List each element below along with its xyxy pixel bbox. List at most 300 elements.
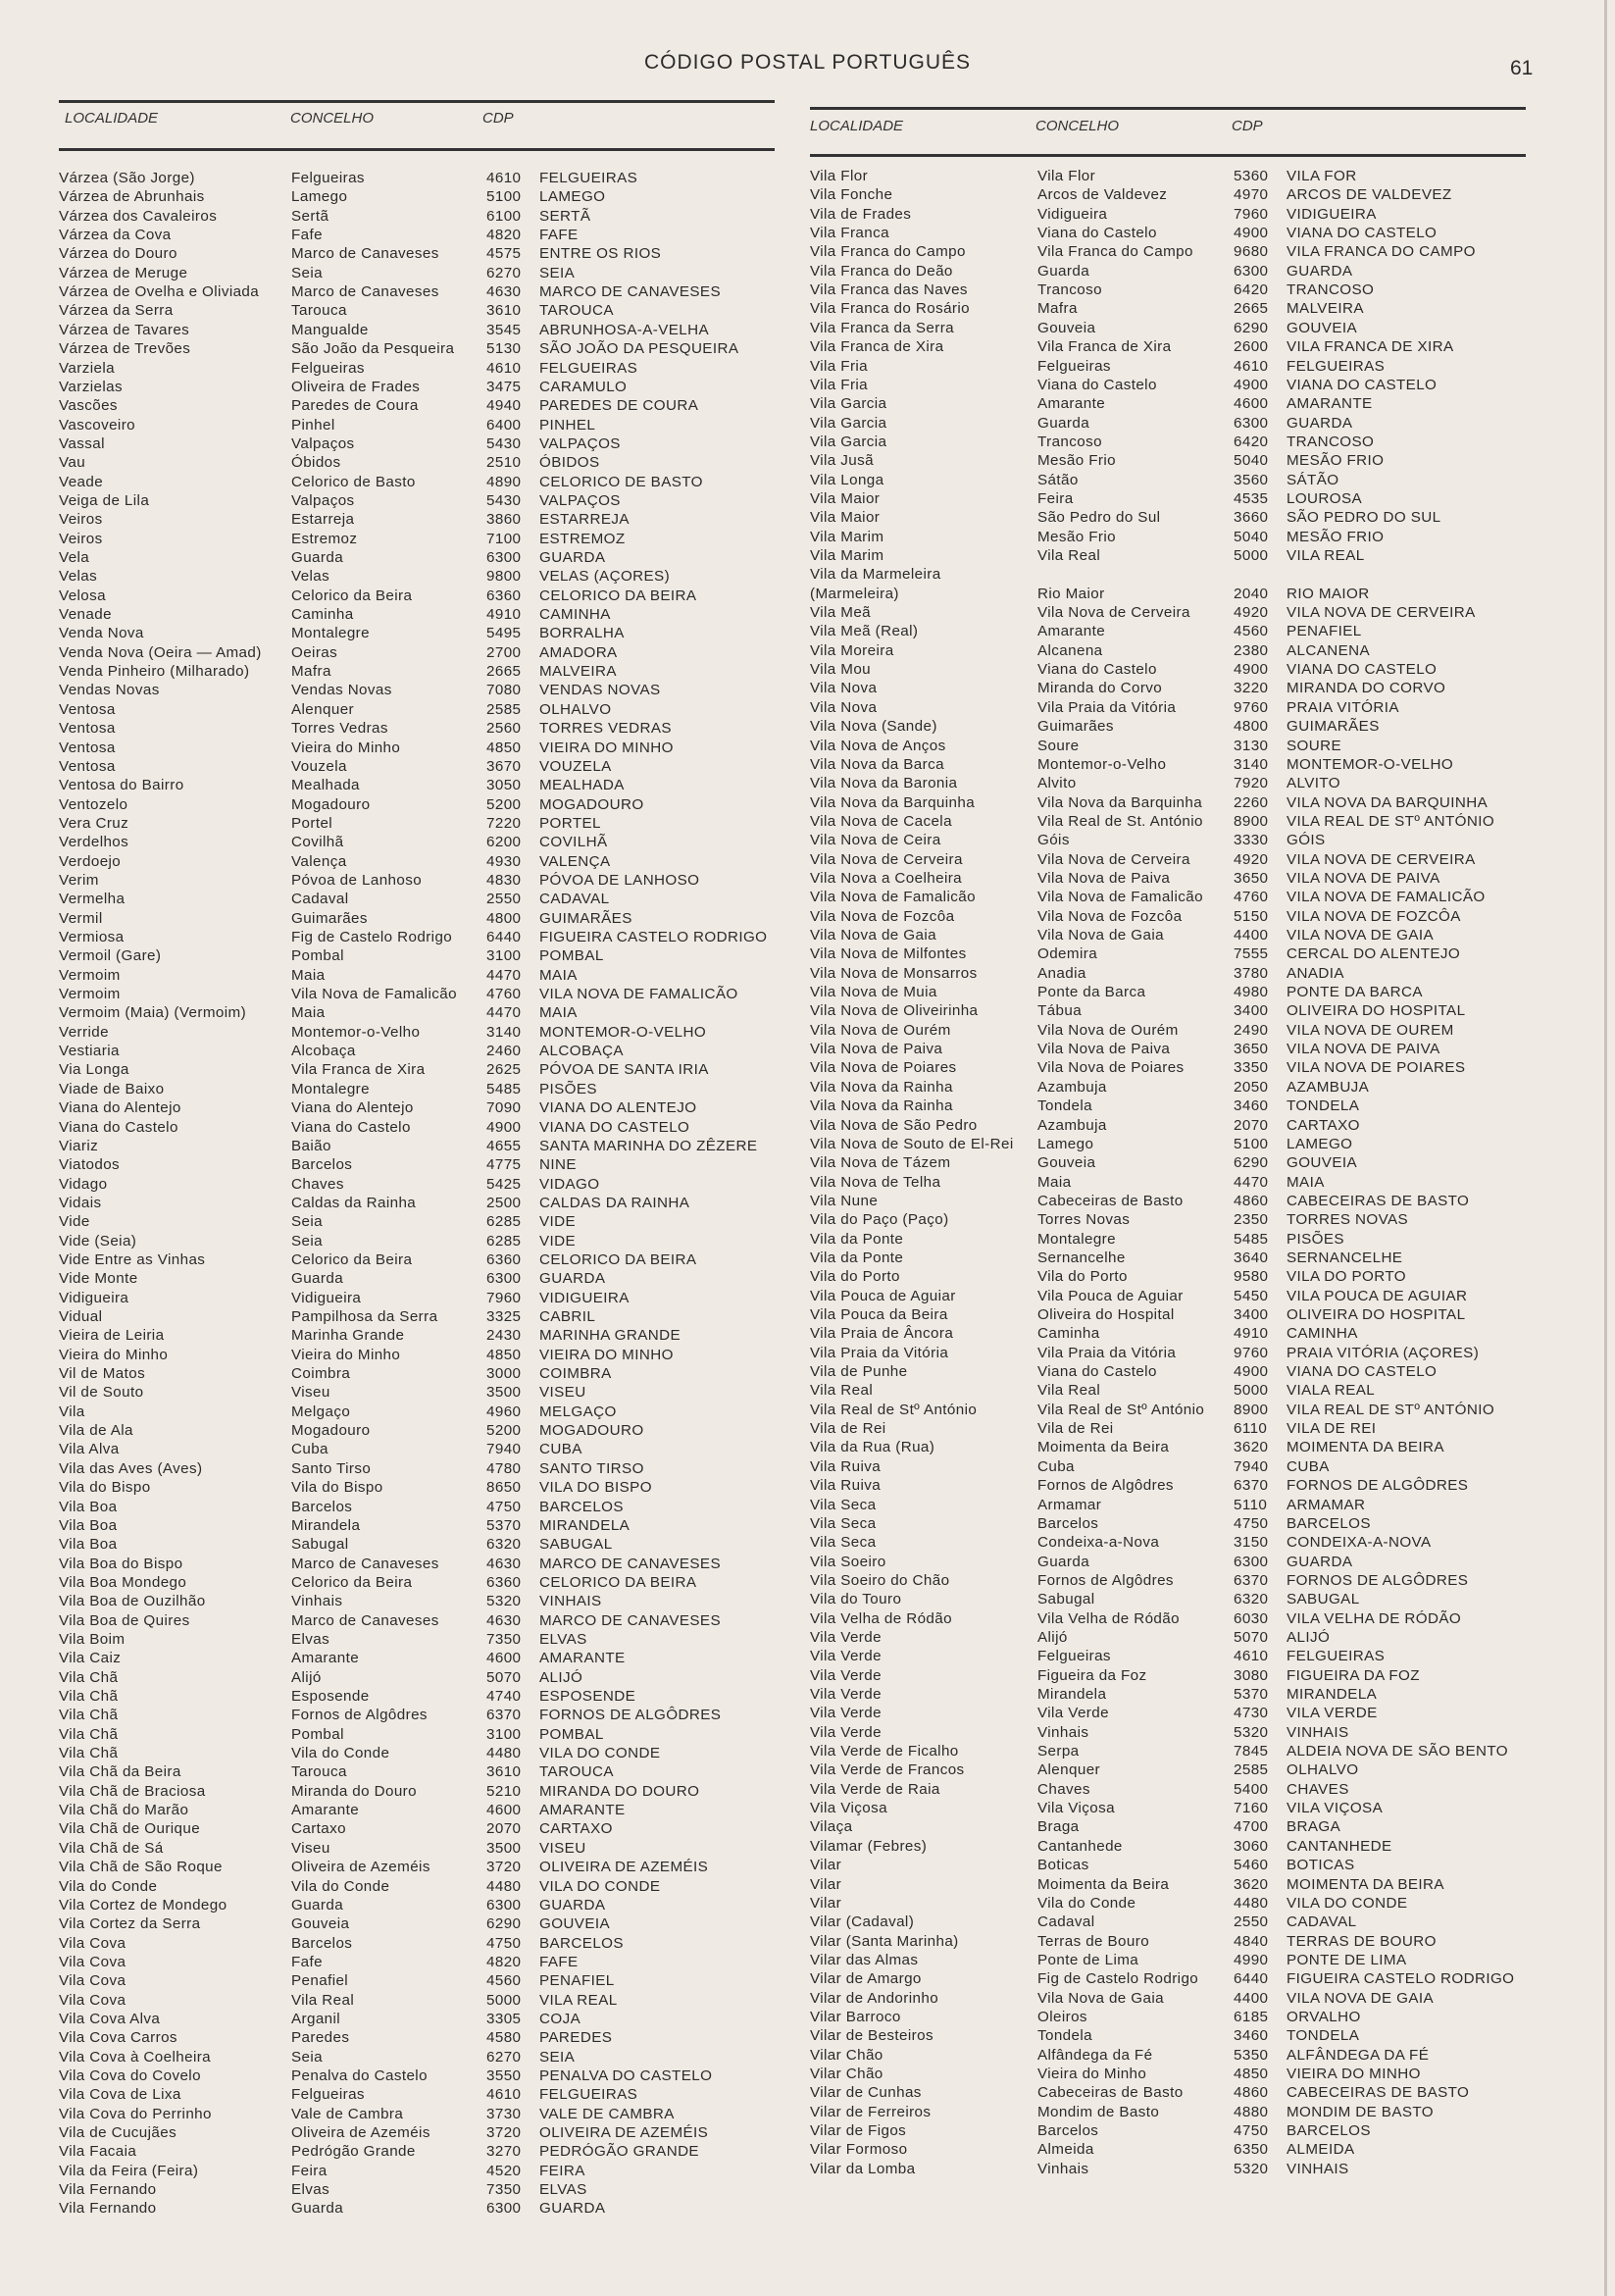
concelho-cell: Figueira da Foz <box>1037 1666 1147 1684</box>
concelho-cell: Moimenta da Beira <box>1037 1875 1170 1893</box>
post-office-cell: CARTAXO <box>539 1820 613 1838</box>
localidade-cell: Vila Nova de Oliveirinha <box>810 1002 979 1020</box>
cdp-cell: 2560 <box>486 720 522 738</box>
localidade-cell: (Marmeleira) <box>810 585 899 602</box>
cdp-cell: 5200 <box>486 1422 522 1440</box>
localidade-cell: Vila Praia da Vitória <box>810 1344 949 1361</box>
cdp-cell: 2585 <box>1234 1761 1269 1779</box>
concelho-cell: Penalva do Castelo <box>291 2067 428 2084</box>
post-office-cell: ELVAS <box>539 2181 587 2199</box>
localidade-cell: Vil de Souto <box>59 1384 144 1402</box>
post-office-cell: PENAFIEL <box>1287 623 1362 640</box>
cdp-cell: 6300 <box>1234 1553 1269 1570</box>
concelho-cell: Arcos de Valdevez <box>1037 186 1168 204</box>
post-office-cell: TRANCOSO <box>1287 433 1375 450</box>
concelho-cell: Mirandela <box>291 1516 361 1534</box>
post-office-cell: MESÃO FRIO <box>1287 528 1385 545</box>
post-office-cell: GÓIS <box>1287 832 1326 849</box>
post-office-cell: ALVITO <box>1287 775 1341 792</box>
cdp-cell: 2550 <box>486 891 522 908</box>
cdp-cell: 7940 <box>1234 1457 1269 1475</box>
localidade-cell: Vila do Conde <box>59 1877 158 1895</box>
localidade-cell: Vila Chã <box>59 1688 119 1705</box>
cdp-cell: 2350 <box>1234 1211 1269 1229</box>
post-office-cell: FELGUEIRAS <box>539 359 638 377</box>
cdp-cell: 5100 <box>486 188 522 206</box>
localidade-cell: Vieira de Leiria <box>59 1327 165 1345</box>
localidade-cell: Vila Chã <box>59 1725 119 1743</box>
concelho-cell: Mafra <box>291 663 331 681</box>
post-office-cell: GUIMARÃES <box>539 909 632 927</box>
post-office-cell: SÃO JOÃO DA PESQUEIRA <box>539 340 739 358</box>
cdp-cell: 4470 <box>486 1004 522 1022</box>
concelho-cell: Vila Real <box>291 1991 355 2009</box>
post-office-cell: ARCOS DE VALDEVEZ <box>1287 186 1452 204</box>
cdp-cell: 4910 <box>1234 1325 1269 1343</box>
localidade-cell: Vila Nova <box>810 698 878 716</box>
concelho-cell: Ponte de Lima <box>1037 1951 1139 1968</box>
concelho-cell: Guarda <box>291 2200 344 2218</box>
localidade-cell: Vila das Aves (Aves) <box>59 1459 203 1477</box>
cdp-cell: 4900 <box>1234 376 1269 393</box>
cdp-cell: 4890 <box>486 473 522 490</box>
localidade-cell: Vila Nova de Gaia <box>810 927 936 944</box>
concelho-cell: São João da Pesqueira <box>291 340 455 358</box>
cdp-cell: 4760 <box>486 986 522 1003</box>
concelho-cell: Vila Real de Stº António <box>1037 1401 1205 1418</box>
localidade-cell: Vila Nova da Baronia <box>810 775 958 792</box>
localidade-cell: Vermil <box>59 909 103 927</box>
localidade-cell: Veiros <box>59 511 103 529</box>
concelho-cell: Valpaços <box>291 434 355 452</box>
localidade-cell: Vila Verde de Francos <box>810 1761 965 1779</box>
concelho-cell: Felgueiras <box>1037 1648 1111 1665</box>
localidade-cell: Vila Fernando <box>59 2181 157 2199</box>
concelho-cell: Torres Vedras <box>291 720 388 738</box>
concelho-cell: Felgueiras <box>291 170 365 186</box>
post-office-cell: OLHALVO <box>1287 1761 1359 1779</box>
post-office-cell: PONTE DE LIMA <box>1287 1951 1407 1968</box>
localidade-cell: Vila Nova a Coelheira <box>810 869 963 887</box>
localidade-cell: Vermiosa <box>59 929 125 945</box>
cdp-cell: 4400 <box>1234 1989 1269 2007</box>
post-office-cell: SABUGAL <box>539 1536 613 1554</box>
cdp-cell: 3620 <box>1234 1875 1269 1893</box>
post-office-cell: MIRANDA DO CORVO <box>1287 680 1446 697</box>
cdp-cell: 5200 <box>486 795 522 813</box>
concelho-cell: Celorico da Beira <box>291 1573 413 1591</box>
concelho-cell: Alcanena <box>1037 641 1103 659</box>
localidade-cell: Vila Franca do Deão <box>810 262 953 280</box>
concelho-cell: Vila do Conde <box>291 1877 390 1895</box>
localidade-cell: Vila Marim <box>810 547 884 564</box>
cdp-cell: 4630 <box>486 283 522 301</box>
localidade-cell: Vila da Ponte <box>810 1230 904 1248</box>
concelho-cell: Lamego <box>291 188 348 206</box>
cdp-cell: 4480 <box>486 1877 522 1895</box>
post-office-cell: GUIMARÃES <box>1287 718 1380 736</box>
cdp-cell: 5425 <box>486 1175 522 1193</box>
post-office-cell: ÓBIDOS <box>539 454 600 472</box>
concelho-cell: Feira <box>1037 489 1074 507</box>
concelho-cell: Montalegre <box>291 625 370 642</box>
concelho-cell: Guarda <box>291 1270 344 1288</box>
localidade-cell: Veiros <box>59 530 103 547</box>
post-office-cell: GOUVEIA <box>539 1915 611 1933</box>
concelho-cell: Marco de Canaveses <box>291 1611 439 1629</box>
concelho-cell: Montalegre <box>291 1080 370 1097</box>
concelho-cell: Góis <box>1037 832 1070 849</box>
localidade-cell: Venda Nova (Oeira — Amad) <box>59 643 262 661</box>
localidade-cell: Vila Chã de Ourique <box>59 1820 201 1838</box>
post-office-cell: VILA DO BISPO <box>539 1479 652 1497</box>
post-office-cell: VALPAÇOS <box>539 434 621 452</box>
concelho-cell: Vidigueira <box>291 1289 362 1306</box>
localidade-cell: Vila Nova da Rainha <box>810 1097 953 1115</box>
post-office-cell: VILA DE REI <box>1287 1420 1377 1438</box>
localidade-cell: Vila Verde <box>810 1628 882 1646</box>
localidade-cell: Vila Cortez de Mondego <box>59 1896 227 1913</box>
post-office-cell: MARCO DE CANAVESES <box>539 283 721 301</box>
cdp-cell: 6440 <box>486 929 522 945</box>
localidade-cell: Vide Monte <box>59 1270 138 1288</box>
post-office-cell: VILA DO PORTO <box>1287 1268 1406 1286</box>
localidade-cell: Várzea do Douro <box>59 245 177 263</box>
post-office-cell: VILA REAL <box>1287 547 1365 564</box>
post-office-cell: MEALHADA <box>539 777 625 794</box>
post-office-cell: VILA NOVA DE POIARES <box>1287 1059 1466 1077</box>
concelho-cell: Cadaval <box>291 891 349 908</box>
concelho-cell: Pinhel <box>291 416 335 434</box>
concelho-cell: Viseu <box>291 1384 330 1402</box>
cdp-cell: 6285 <box>486 1232 522 1250</box>
cdp-cell: 5320 <box>1234 2160 1269 2177</box>
post-office-cell: SERNANCELHE <box>1287 1249 1403 1266</box>
concelho-cell: Condeixa-a-Nova <box>1037 1534 1160 1552</box>
post-office-cell: TONDELA <box>1287 2027 1360 2045</box>
post-office-cell: PONTE DA BARCA <box>1287 984 1423 1001</box>
post-office-cell: CAMINHA <box>539 606 611 624</box>
post-office-cell: MOGADOURO <box>539 795 644 813</box>
post-office-cell: LOUROSA <box>1287 489 1363 507</box>
localidade-cell: Vascões <box>59 397 118 415</box>
cdp-cell: 6300 <box>486 1896 522 1913</box>
post-office-cell: COVILHÃ <box>539 834 608 851</box>
concelho-cell: Estremoz <box>291 530 358 547</box>
concelho-cell: Mangualde <box>291 321 369 338</box>
right-header-top-rule <box>810 107 1526 110</box>
cdp-cell: 6300 <box>486 549 522 566</box>
localidade-cell: Vila Boa <box>59 1516 118 1534</box>
post-office-cell: VIDIGUEIRA <box>539 1289 630 1306</box>
cdp-cell: 4940 <box>486 397 522 415</box>
post-office-cell: PÓVOA DE LANHOSO <box>539 871 700 889</box>
concelho-cell: Paredes de Coura <box>291 397 419 415</box>
localidade-cell: Vila Meã (Real) <box>810 623 919 640</box>
localidade-cell: Vide <box>59 1213 90 1231</box>
concelho-cell: Marco de Canaveses <box>291 1555 439 1572</box>
post-office-cell: OLIVEIRA DO HOSPITAL <box>1287 1002 1466 1020</box>
cdp-cell: 2665 <box>1234 300 1269 318</box>
header-cdp: CDP <box>1232 118 1263 134</box>
concelho-cell: Mafra <box>1037 300 1078 318</box>
concelho-cell: Tondela <box>1037 2027 1092 2045</box>
cdp-cell: 6420 <box>1234 281 1269 299</box>
concelho-cell: Vila Real <box>1037 547 1101 564</box>
post-office-cell: PRAIA VITÓRIA (AÇORES) <box>1287 1344 1480 1361</box>
post-office-cell: CONDEIXA-A-NOVA <box>1287 1534 1432 1552</box>
localidade-cell: Velas <box>59 568 98 586</box>
cdp-cell: 4580 <box>486 2029 522 2047</box>
concelho-cell: Vouzela <box>291 757 347 775</box>
post-office-cell: SÃO PEDRO DO SUL <box>1287 509 1441 527</box>
concelho-cell: Tarouca <box>291 302 347 320</box>
localidade-cell: Vendas Novas <box>59 682 160 699</box>
localidade-cell: Vila Mou <box>810 661 872 679</box>
concelho-cell: Guimarães <box>1037 718 1114 736</box>
cdp-cell: 7960 <box>486 1289 522 1306</box>
post-office-cell: ABRUNHOSA-A-VELHA <box>539 321 710 338</box>
concelho-cell: Pombal <box>291 947 344 965</box>
concelho-cell: Vila Nova de Poiares <box>1037 1059 1185 1077</box>
concelho-cell: Vidigueira <box>1037 205 1108 223</box>
cdp-cell: 3730 <box>486 2105 522 2122</box>
cdp-cell: 2070 <box>486 1820 522 1838</box>
post-office-cell: AMARANTE <box>539 1802 626 1819</box>
post-office-cell: VIDE <box>539 1213 577 1231</box>
concelho-cell: Guarda <box>291 549 344 566</box>
cdp-cell: 6300 <box>486 2200 522 2218</box>
post-office-cell: VILA NOVA DA BARQUINHA <box>1287 793 1489 811</box>
cdp-cell: 4600 <box>1234 395 1269 413</box>
localidade-cell: Vila Verde <box>810 1723 882 1741</box>
localidade-cell: Vila Ruiva <box>810 1477 882 1495</box>
localidade-cell: Vila Boa do Bispo <box>59 1555 183 1572</box>
concelho-cell: Vila Nova de Cerveira <box>1037 850 1190 868</box>
localidade-cell: Várzea de Tavares <box>59 321 190 338</box>
concelho-cell: Fig de Castelo Rodrigo <box>291 929 453 945</box>
concelho-cell: Moimenta da Beira <box>1037 1439 1170 1456</box>
cdp-cell: 3050 <box>486 777 522 794</box>
concelho-cell: São Pedro do Sul <box>1037 509 1161 527</box>
localidade-cell: Vermelha <box>59 891 126 908</box>
post-office-cell: VALENÇA <box>539 852 611 870</box>
localidade-cell: Vila Nova de Ourém <box>810 1021 951 1039</box>
cdp-cell: 3330 <box>1234 832 1269 849</box>
localidade-cell: Vila Soeiro <box>810 1553 886 1570</box>
cdp-cell: 4750 <box>486 1934 522 1952</box>
concelho-cell: Seia <box>291 2048 323 2066</box>
post-office-cell: MARINHA GRANDE <box>539 1327 681 1345</box>
cdp-cell: 3080 <box>1234 1666 1269 1684</box>
concelho-cell: Soure <box>1037 737 1080 754</box>
cdp-cell: 4930 <box>486 852 522 870</box>
localidade-cell: Vila Nova de Tázem <box>810 1154 951 1172</box>
localidade-cell: Vila Garcia <box>810 395 887 413</box>
localidade-cell: Várzea de Ovelha e Oliviada <box>59 283 260 301</box>
concelho-cell: Feira <box>291 2162 328 2179</box>
post-office-cell: MOIMENTA DA BEIRA <box>1287 1875 1444 1893</box>
post-office-cell: PISÕES <box>1287 1230 1344 1248</box>
cdp-cell: 5370 <box>486 1516 522 1534</box>
post-office-cell: VILA REAL DE STº ANTÓNIO <box>1287 1401 1495 1418</box>
localidade-cell: Vila Viçosa <box>810 1800 887 1817</box>
cdp-cell: 6300 <box>1234 262 1269 280</box>
cdp-cell: 5070 <box>1234 1628 1269 1646</box>
cdp-cell: 3610 <box>486 302 522 320</box>
post-office-cell: CAMINHA <box>1287 1325 1358 1343</box>
concelho-cell: Fornos de Algôdres <box>1037 1571 1174 1589</box>
post-office-cell: VILA NOVA DE OUREM <box>1287 1021 1454 1039</box>
post-office-cell: AMARANTE <box>1287 395 1373 413</box>
concelho-cell: Vinhais <box>291 1593 343 1610</box>
cdp-cell: 4470 <box>1234 1173 1269 1191</box>
concelho-cell: Pedrógão Grande <box>291 2143 416 2161</box>
cdp-cell: 7160 <box>1234 1800 1269 1817</box>
cdp-cell: 3400 <box>1234 1306 1269 1323</box>
localidade-cell: Venda Pinheiro (Milharado) <box>59 663 250 681</box>
concelho-cell: Vendas Novas <box>291 682 392 699</box>
post-office-cell: VILA NOVA DE GAIA <box>1287 927 1435 944</box>
cdp-cell: 3060 <box>1234 1837 1269 1855</box>
concelho-cell: Ponte da Barca <box>1037 984 1146 1001</box>
post-office-cell: TORRES VEDRAS <box>539 720 672 738</box>
localidade-cell: Vila Franca de Xira <box>810 338 944 356</box>
post-office-cell: OLIVEIRA DE AZEMÉIS <box>539 1859 709 1876</box>
concelho-cell: Vila Nova de Famalicão <box>1037 889 1203 906</box>
post-office-cell: VILA REAL DE STº ANTÓNIO <box>1287 812 1495 830</box>
post-office-cell: VINHAIS <box>539 1593 602 1610</box>
post-office-cell: SANTO TIRSO <box>539 1459 644 1477</box>
post-office-cell: GUARDA <box>1287 262 1353 280</box>
post-office-cell: FELGUEIRAS <box>539 2086 638 2104</box>
concelho-cell: Vieira do Minho <box>291 1346 401 1363</box>
cdp-cell: 4860 <box>1234 2084 1269 2102</box>
localidade-cell: Vila Nova de Paiva <box>810 1041 943 1058</box>
cdp-cell: 4730 <box>1234 1705 1269 1722</box>
localidade-cell: Vila Nova <box>810 680 878 697</box>
localidade-cell: Várzea de Trevões <box>59 340 191 358</box>
cdp-cell: 4775 <box>486 1156 522 1174</box>
cdp-cell: 5040 <box>1234 452 1269 470</box>
cdp-cell: 5000 <box>1234 1382 1269 1400</box>
cdp-cell: 3550 <box>486 2067 522 2084</box>
concelho-cell: Paredes <box>291 2029 350 2047</box>
concelho-cell: Cuba <box>1037 1457 1075 1475</box>
concelho-cell: Covilhã <box>291 834 344 851</box>
cdp-cell: 5485 <box>1234 1230 1269 1248</box>
right-header-bottom-rule <box>810 154 1526 157</box>
concelho-cell: Fornos de Algôdres <box>1037 1477 1174 1495</box>
cdp-cell: 3560 <box>1234 471 1269 488</box>
concelho-cell: Vale de Cambra <box>291 2105 404 2122</box>
localidade-cell: Vila Flor <box>810 168 869 184</box>
localidade-cell: Verim <box>59 871 99 889</box>
localidade-cell: Vidais <box>59 1194 102 1211</box>
concelho-cell: Baião <box>291 1137 331 1154</box>
concelho-cell: Vila Praia da Vitória <box>1037 1344 1177 1361</box>
concelho-cell: Braga <box>1037 1818 1080 1836</box>
cdp-cell: 4400 <box>1234 927 1269 944</box>
cdp-cell: 6300 <box>486 1270 522 1288</box>
localidade-cell: Várzea de Meruge <box>59 264 188 281</box>
localidade-cell: Vila Franca do Rosário <box>810 300 971 318</box>
post-office-cell: FAFE <box>539 227 579 244</box>
cdp-cell: 3720 <box>486 2124 522 2142</box>
concelho-cell: Valença <box>291 852 347 870</box>
localidade-cell: Vilar de Amargo <box>810 1970 922 1988</box>
localidade-cell: Várzea (São Jorge) <box>59 170 195 186</box>
post-office-cell: PAREDES DE COURA <box>539 397 699 415</box>
concelho-cell: Maia <box>1037 1173 1072 1191</box>
localidade-cell: Vila Maior <box>810 489 881 507</box>
post-office-cell: VILA DO CONDE <box>539 1877 661 1895</box>
concelho-cell: Odemira <box>1037 945 1098 963</box>
cdp-cell: 5450 <box>1234 1287 1269 1304</box>
cdp-cell: 4560 <box>486 1972 522 1990</box>
localidade-cell: Vila Nova de Muia <box>810 984 937 1001</box>
concelho-cell: Sertã <box>291 207 329 225</box>
cdp-cell: 6290 <box>1234 319 1269 336</box>
localidade-cell: Várzea da Cova <box>59 227 172 244</box>
localidade-cell: Vila Nova de Cacela <box>810 812 952 830</box>
post-office-cell: PRAIA VITÓRIA <box>1287 698 1399 716</box>
cdp-cell: 4900 <box>486 1118 522 1136</box>
cdp-cell: 4800 <box>1234 718 1269 736</box>
concelho-cell: Guarda <box>1037 262 1090 280</box>
post-office-cell: MELGAÇO <box>539 1403 617 1420</box>
concelho-cell: Santo Tirso <box>291 1459 372 1477</box>
post-office-cell: MONDIM DE BASTO <box>1287 2103 1435 2120</box>
concelho-cell: Fig de Castelo Rodrigo <box>1037 1970 1199 1988</box>
localidade-cell: Vila Cortez da Serra <box>59 1915 201 1933</box>
post-office-cell: BARCELOS <box>539 1498 624 1515</box>
localidade-cell: Vilar da Lomba <box>810 2160 916 2177</box>
post-office-cell: CELORICO DA BEIRA <box>539 587 697 604</box>
localidade-cell: Venda Nova <box>59 625 144 642</box>
concelho-cell: Vila do Conde <box>291 1745 390 1762</box>
cdp-cell: 3650 <box>1234 869 1269 887</box>
concelho-cell: Gouveia <box>291 1915 350 1933</box>
cdp-cell: 6110 <box>1234 1420 1268 1438</box>
concelho-cell: Velas <box>291 568 330 586</box>
cdp-cell: 8900 <box>1234 1401 1269 1418</box>
cdp-cell: 7080 <box>486 682 522 699</box>
localidade-cell: Vila Chã de Braciosa <box>59 1782 206 1800</box>
localidade-cell: Vilar Chão <box>810 2066 883 2082</box>
post-office-cell: ALMEIDA <box>1287 2141 1355 2159</box>
cdp-cell: 6100 <box>486 207 522 225</box>
cdp-cell: 4850 <box>1234 2066 1269 2082</box>
cdp-cell: 4880 <box>1234 2103 1269 2120</box>
cdp-cell: 7220 <box>486 814 522 832</box>
localidade-cell: Vila Nova de Ceira <box>810 832 941 849</box>
localidade-cell: Viariz <box>59 1137 99 1154</box>
concelho-cell: Pombal <box>291 1725 344 1743</box>
cdp-cell: 6370 <box>1234 1571 1269 1589</box>
concelho-cell: Coimbra <box>291 1365 351 1383</box>
cdp-cell: 3270 <box>486 2143 522 2161</box>
concelho-cell: Anadia <box>1037 964 1086 982</box>
concelho-cell: Marinha Grande <box>291 1327 405 1345</box>
localidade-cell: Vila do Touro <box>810 1591 902 1608</box>
cdp-cell: 3610 <box>486 1763 522 1781</box>
post-office-cell: VISEU <box>539 1384 586 1402</box>
localidade-cell: Vilamar (Febres) <box>810 1837 928 1855</box>
post-office-cell: ALCANENA <box>1287 641 1371 659</box>
cdp-cell: 3660 <box>1234 509 1269 527</box>
page-title: CÓDIGO POSTAL PORTUGUÊS <box>644 51 971 74</box>
